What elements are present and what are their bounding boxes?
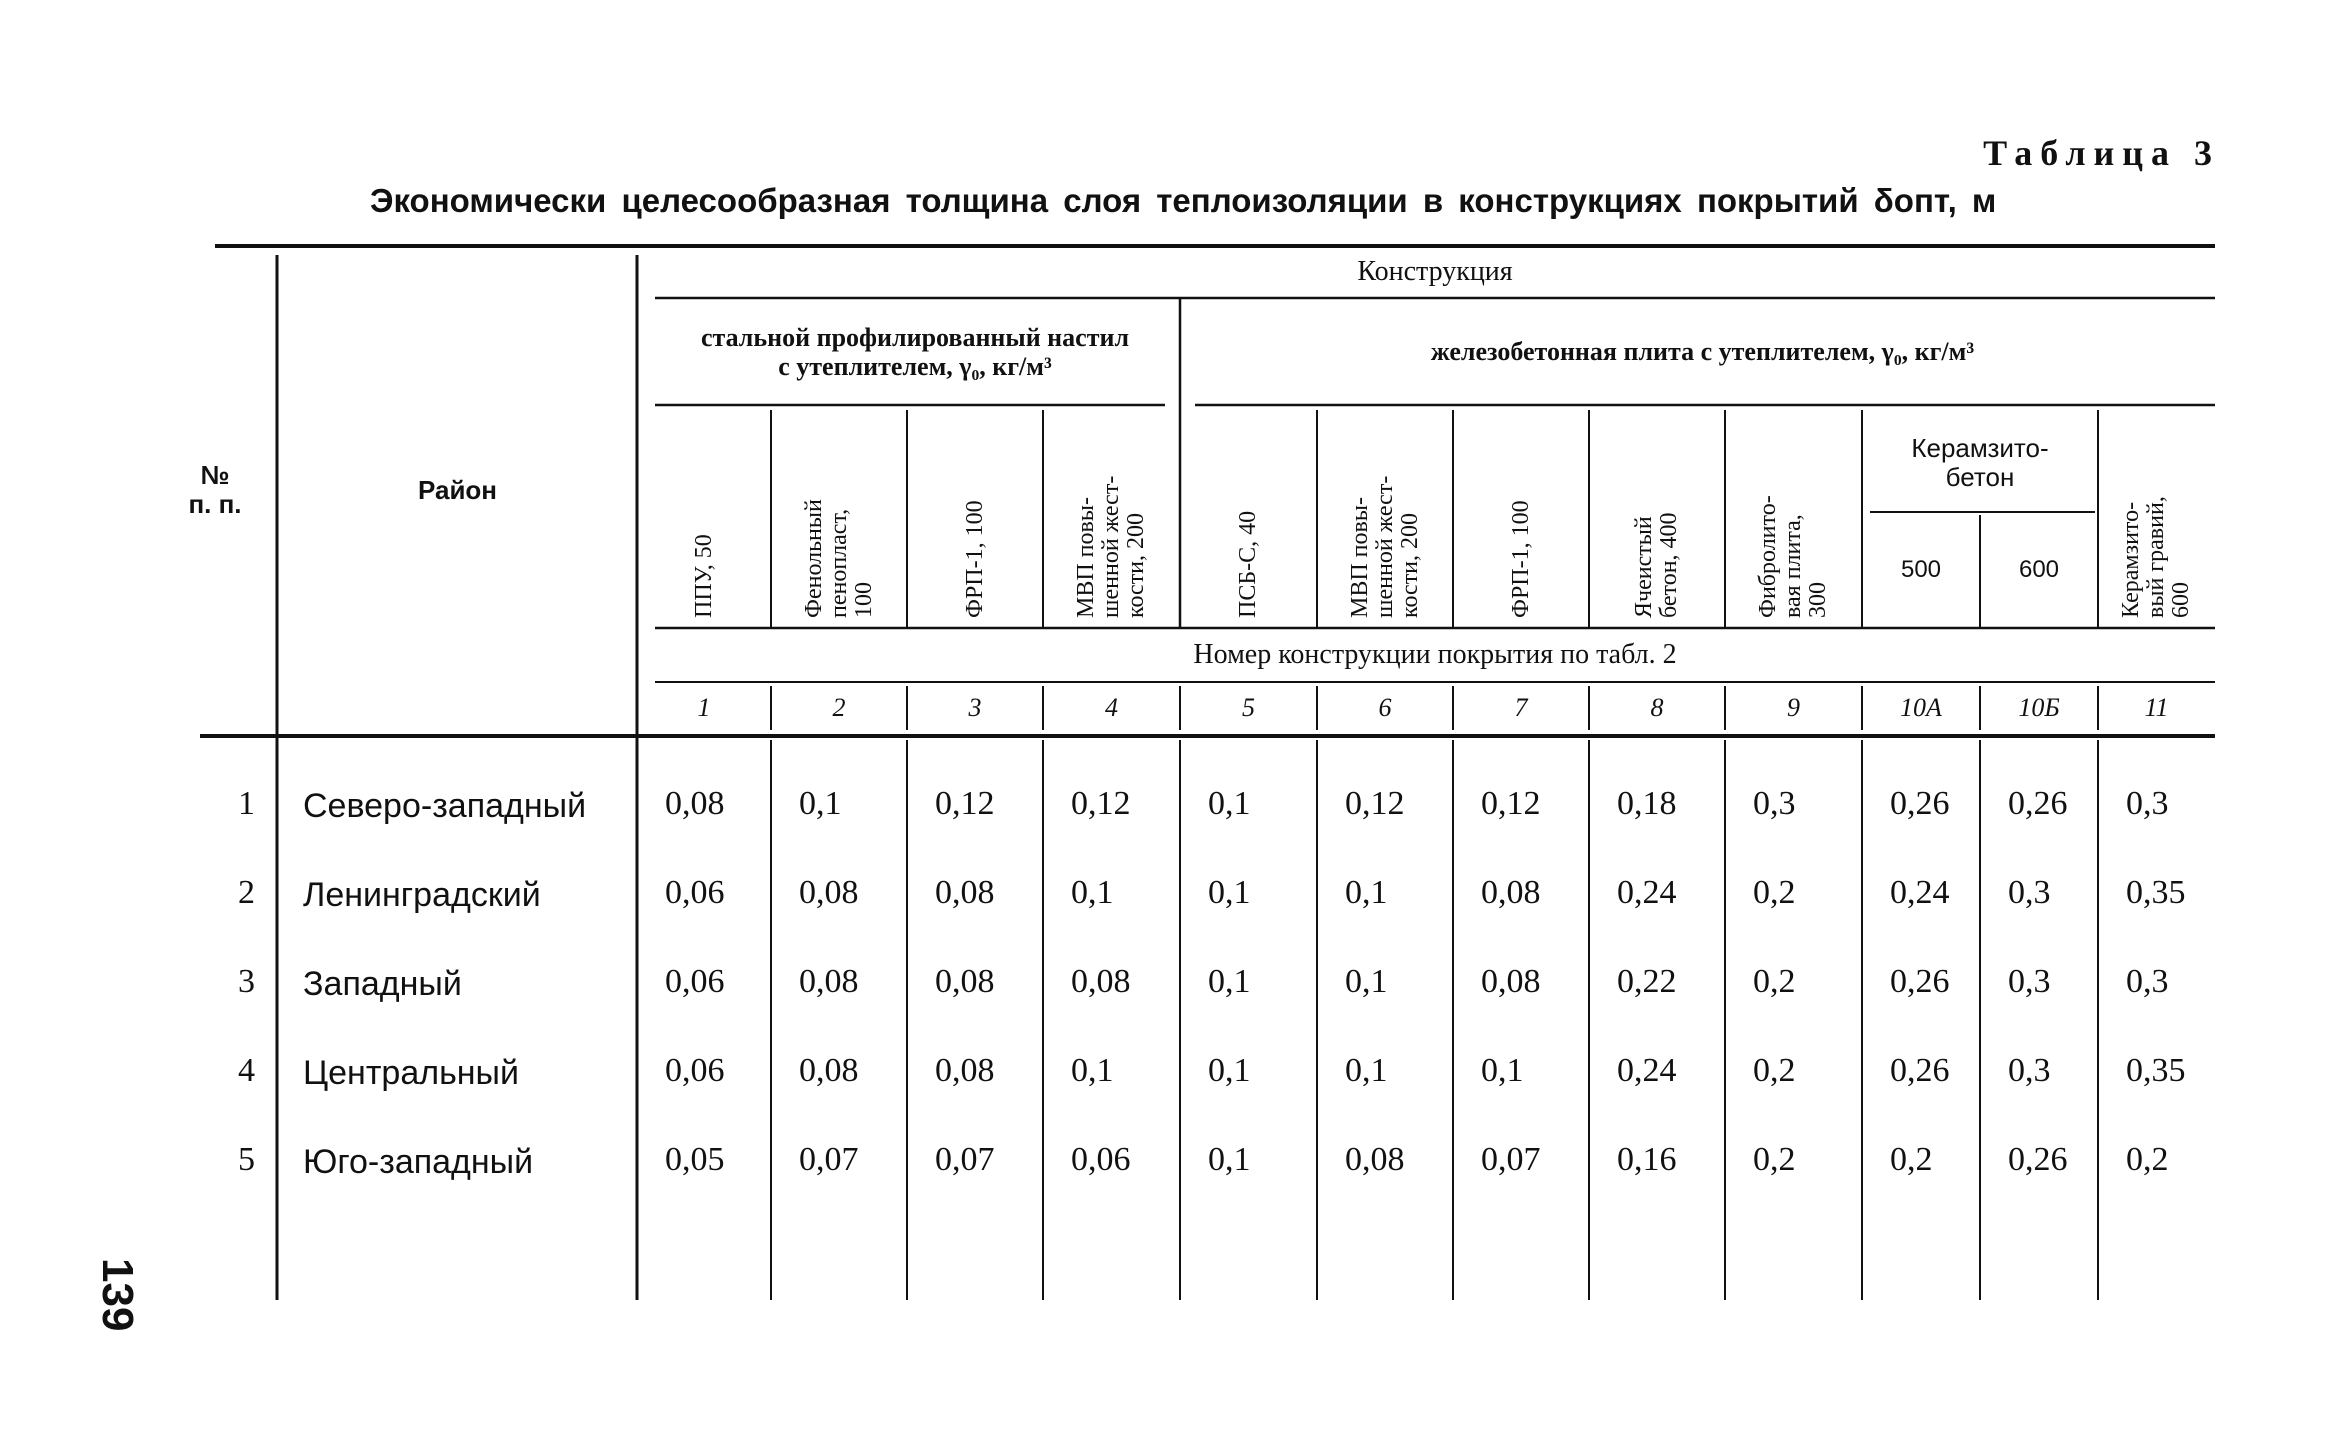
value-cell: 0,1 xyxy=(1071,874,1114,911)
value-cell: 0,07 xyxy=(935,1141,995,1178)
column-header-10Б: 600 xyxy=(2018,555,2060,583)
value-cell: 0,1 xyxy=(1208,874,1251,911)
value-cell: 0,3 xyxy=(2126,963,2169,1000)
column-header-10А: 500 xyxy=(1900,555,1942,583)
value-cell: 0,1 xyxy=(1345,1052,1388,1089)
value-cell: 0,1 xyxy=(799,785,842,822)
construction-number-cell: 10Б xyxy=(2018,692,2060,722)
value-cell: 0,2 xyxy=(1753,874,1796,911)
page-number: 139 xyxy=(93,1258,142,1332)
value-cell: 0,08 xyxy=(1481,874,1541,911)
header-construction: Конструкция xyxy=(1357,255,1513,287)
district-name: Ленинградский xyxy=(303,876,541,914)
value-cell: 0,1 xyxy=(1208,1052,1251,1089)
column-header-7: ФРП-1, 100 xyxy=(1507,500,1534,618)
construction-number-cell: 11 xyxy=(2144,692,2169,722)
value-cell: 0,08 xyxy=(935,1052,995,1089)
construction-number-cell: 3 xyxy=(968,692,982,722)
value-cell: 0,08 xyxy=(1071,963,1131,1000)
value-cell: 0,12 xyxy=(1481,785,1541,822)
value-cell: 0,08 xyxy=(935,874,995,911)
value-cell: 0,1 xyxy=(1208,785,1251,822)
value-cell: 0,08 xyxy=(665,785,725,822)
header-keramzitobeton: Керамзито- бетон xyxy=(1911,432,2049,492)
value-cell: 0,1 xyxy=(1345,963,1388,1000)
construction-number-cell: 9 xyxy=(1787,692,1800,722)
value-cell: 0,24 xyxy=(1617,1052,1677,1089)
value-cell: 0,26 xyxy=(2008,1141,2068,1178)
value-cell: 0,3 xyxy=(2008,963,2051,1000)
column-header-6: МВП повы- шенной жест- кости, 200 xyxy=(1346,475,1423,618)
district-name: Северо-западный xyxy=(303,787,587,825)
value-cell: 0,06 xyxy=(665,1052,725,1089)
construction-number-cell: 6 xyxy=(1378,692,1392,722)
column-header-3: ФРП-1, 100 xyxy=(961,500,988,618)
column-header-11: Керамзито- вый гравий, 600 xyxy=(2118,496,2195,618)
column-header-4: МВП повы- шенной жест- кости, 200 xyxy=(1073,475,1150,618)
header-district: Район xyxy=(417,474,498,505)
value-cell: 0,12 xyxy=(935,785,995,822)
construction-number-cell: 8 xyxy=(1650,692,1664,722)
value-cell: 0,26 xyxy=(1890,1052,1950,1089)
value-cell: 0,2 xyxy=(1753,1141,1796,1178)
value-cell: 0,18 xyxy=(1617,785,1677,822)
value-cell: 0,1 xyxy=(1345,874,1388,911)
value-cell: 0,07 xyxy=(799,1141,859,1178)
header-row-number: № п. п. xyxy=(188,460,242,519)
table-title: Экономически целесообразная толщина слоя теплоизоляции в конструкциях покрытий δопт, м xyxy=(370,182,1997,219)
row-number: 2 xyxy=(238,874,255,911)
row-number: 3 xyxy=(238,963,255,1000)
value-cell: 0,08 xyxy=(799,963,859,1000)
district-name: Юго-западный xyxy=(303,1143,534,1181)
value-cell: 0,26 xyxy=(2008,785,2068,822)
value-cell: 0,12 xyxy=(1071,785,1131,822)
value-cell: 0,12 xyxy=(1345,785,1405,822)
value-cell: 0,24 xyxy=(1617,874,1677,911)
value-cell: 0,06 xyxy=(665,874,725,911)
district-name: Центральный xyxy=(303,1054,519,1092)
value-cell: 0,1 xyxy=(1208,1141,1251,1178)
district-name: Западный xyxy=(303,965,462,1003)
value-cell: 0,3 xyxy=(2008,1052,2051,1089)
value-cell: 0,08 xyxy=(935,963,995,1000)
value-cell: 0,2 xyxy=(1753,1052,1796,1089)
row-number: 1 xyxy=(238,785,255,822)
row-number: 5 xyxy=(238,1141,255,1178)
value-cell: 0,26 xyxy=(1890,963,1950,1000)
header-construction-number: Номер конструкции покрытия по табл. 2 xyxy=(1193,638,1677,670)
value-cell: 0,3 xyxy=(2008,874,2051,911)
value-cell: 0,2 xyxy=(1890,1141,1933,1178)
construction-number-cell: 5 xyxy=(1242,692,1255,722)
header-group-steel: стальной профилированный настил с утеплителем, γ₀, кг/м³ xyxy=(700,322,1130,381)
column-header-9: Фибролито- вая плита, 300 xyxy=(1755,495,1832,618)
column-header-8: Ячеистый бетон, 400 xyxy=(1631,512,1683,618)
header-group-concrete: железобетонная плита с утеплителем, γ₀, кг/м³ xyxy=(1430,337,1975,367)
value-cell: 0,3 xyxy=(1753,785,1796,822)
value-cell: 0,06 xyxy=(665,963,725,1000)
value-cell: 0,07 xyxy=(1481,1141,1541,1178)
table-label: Таблица 3 xyxy=(1983,133,2220,173)
value-cell: 0,3 xyxy=(2126,785,2169,822)
value-cell: 0,08 xyxy=(1481,963,1541,1000)
value-cell: 0,16 xyxy=(1617,1141,1677,1178)
row-number: 4 xyxy=(238,1052,255,1089)
value-cell: 0,35 xyxy=(2126,1052,2186,1089)
value-cell: 0,35 xyxy=(2126,874,2186,911)
construction-number-cell: 7 xyxy=(1514,692,1528,722)
value-cell: 0,1 xyxy=(1481,1052,1524,1089)
value-cell: 0,1 xyxy=(1208,963,1251,1000)
value-cell: 0,2 xyxy=(2126,1141,2169,1178)
construction-number-cell: 1 xyxy=(697,692,711,722)
value-cell: 0,06 xyxy=(1071,1141,1131,1178)
construction-number-cell: 4 xyxy=(1105,692,1118,722)
value-cell: 0,05 xyxy=(665,1141,725,1178)
construction-number-cell: 10А xyxy=(1900,692,1942,722)
value-cell: 0,1 xyxy=(1071,1052,1114,1089)
value-cell: 0,26 xyxy=(1890,785,1950,822)
value-cell: 0,08 xyxy=(799,1052,859,1089)
value-cell: 0,08 xyxy=(799,874,859,911)
value-cell: 0,24 xyxy=(1890,874,1950,911)
column-header-1: ППУ, 50 xyxy=(690,534,717,618)
column-header-5: ПСБ-С, 40 xyxy=(1235,510,1261,618)
value-cell: 0,08 xyxy=(1345,1141,1405,1178)
construction-number-cell: 2 xyxy=(832,692,846,722)
value-cell: 0,22 xyxy=(1617,963,1677,1000)
value-cell: 0,2 xyxy=(1753,963,1796,1000)
column-header-2: Фенольный пенопласт, 100 xyxy=(800,499,877,618)
